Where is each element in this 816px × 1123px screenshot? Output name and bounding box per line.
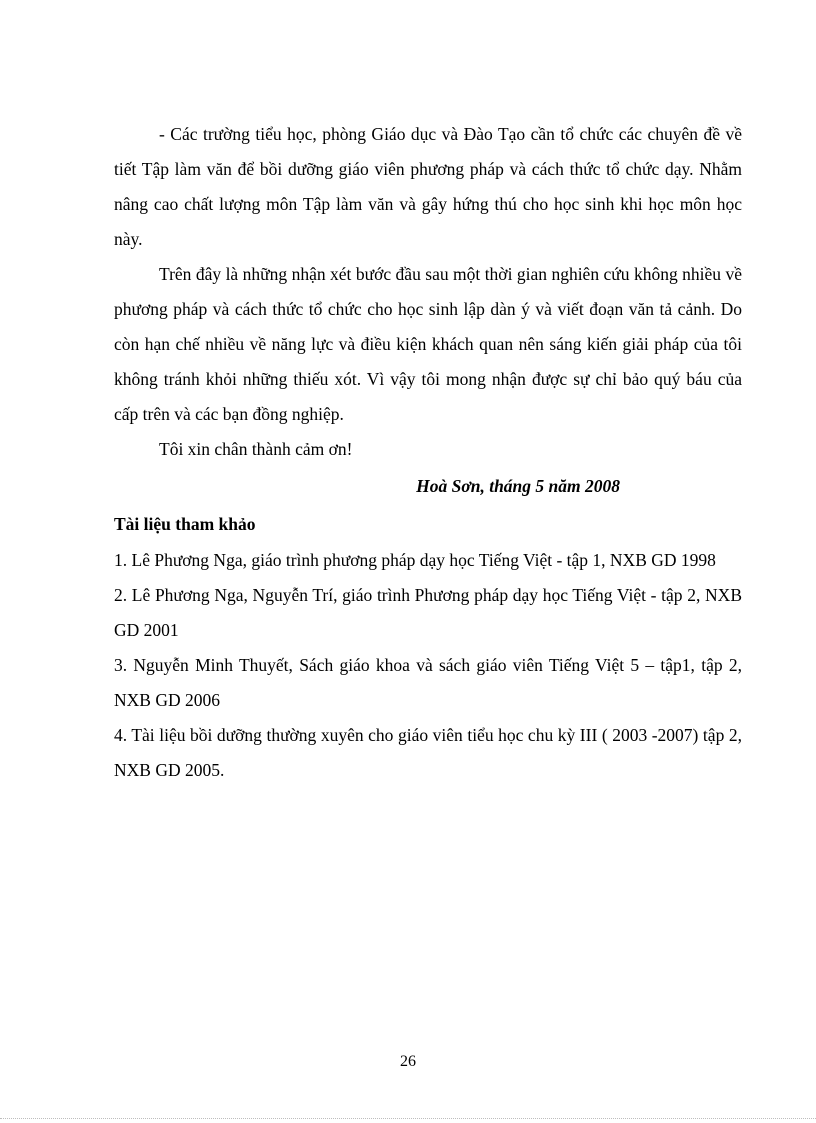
reference-item: 3. Nguyễn Minh Thuyết, Sách giáo khoa và sách giáo viên Tiếng Việt 5 – tập1, tập 2, NXB GD 2006 — [114, 655, 742, 710]
document-body — [114, 117, 742, 788]
reference-item: 2. Lê Phương Nga, Nguyễn Trí, giáo trình Phương pháp dạy học Tiếng Việt - tập 2, NXB GD 2001 — [114, 585, 742, 640]
reference-item: 4. Tài liệu bồi dưỡng thường xuyên cho giáo viên tiểu học chu kỳ III ( 2003 -2007) tập 2, NXB GD 2005. — [114, 725, 742, 780]
signature-place-date: Hoà Sơn, tháng 5 năm 2008 — [416, 476, 620, 496]
reference-item: 1. Lê Phương Nga, giáo trình phương pháp dạy học Tiếng Việt - tập 1, NXB GD 1998 — [114, 550, 716, 570]
page-number: 26 — [400, 1053, 416, 1070]
page-bottom-border — [0, 1118, 816, 1119]
paragraph-thanks: Tôi xin chân thành cảm ơn! — [159, 439, 353, 459]
paragraph-conclusion: Trên đây là những nhận xét bước đầu sau một thời gian nghiên cứu không nhiều về phương pháp và cách thức tổ chức cho học sinh lập dàn ý và viết đoạn văn tả cảnh. Do còn hạn chế nhiều về năng lực và điều kiện khách quan nên sáng kiến giải pháp của tôi không tránh khỏi những thiếu xót. Vì vậy tôi mong nhận được sự chỉ bảo quý báu của cấp trên và các bạn đồng nghiệp. — [114, 264, 742, 424]
references-heading: Tài liệu tham khảo — [114, 514, 256, 534]
paragraph-recommendation: - Các trường tiểu học, phòng Giáo dục và Đào Tạo cần tổ chức các chuyên đề về tiết Tập làm văn để bồi dưỡng giáo viên phương pháp và cách thức tổ chức dạy. Nhằm nâng cao chất lượng môn Tập làm văn và gây hứng thú cho học sinh khi học môn học này. — [114, 124, 742, 249]
